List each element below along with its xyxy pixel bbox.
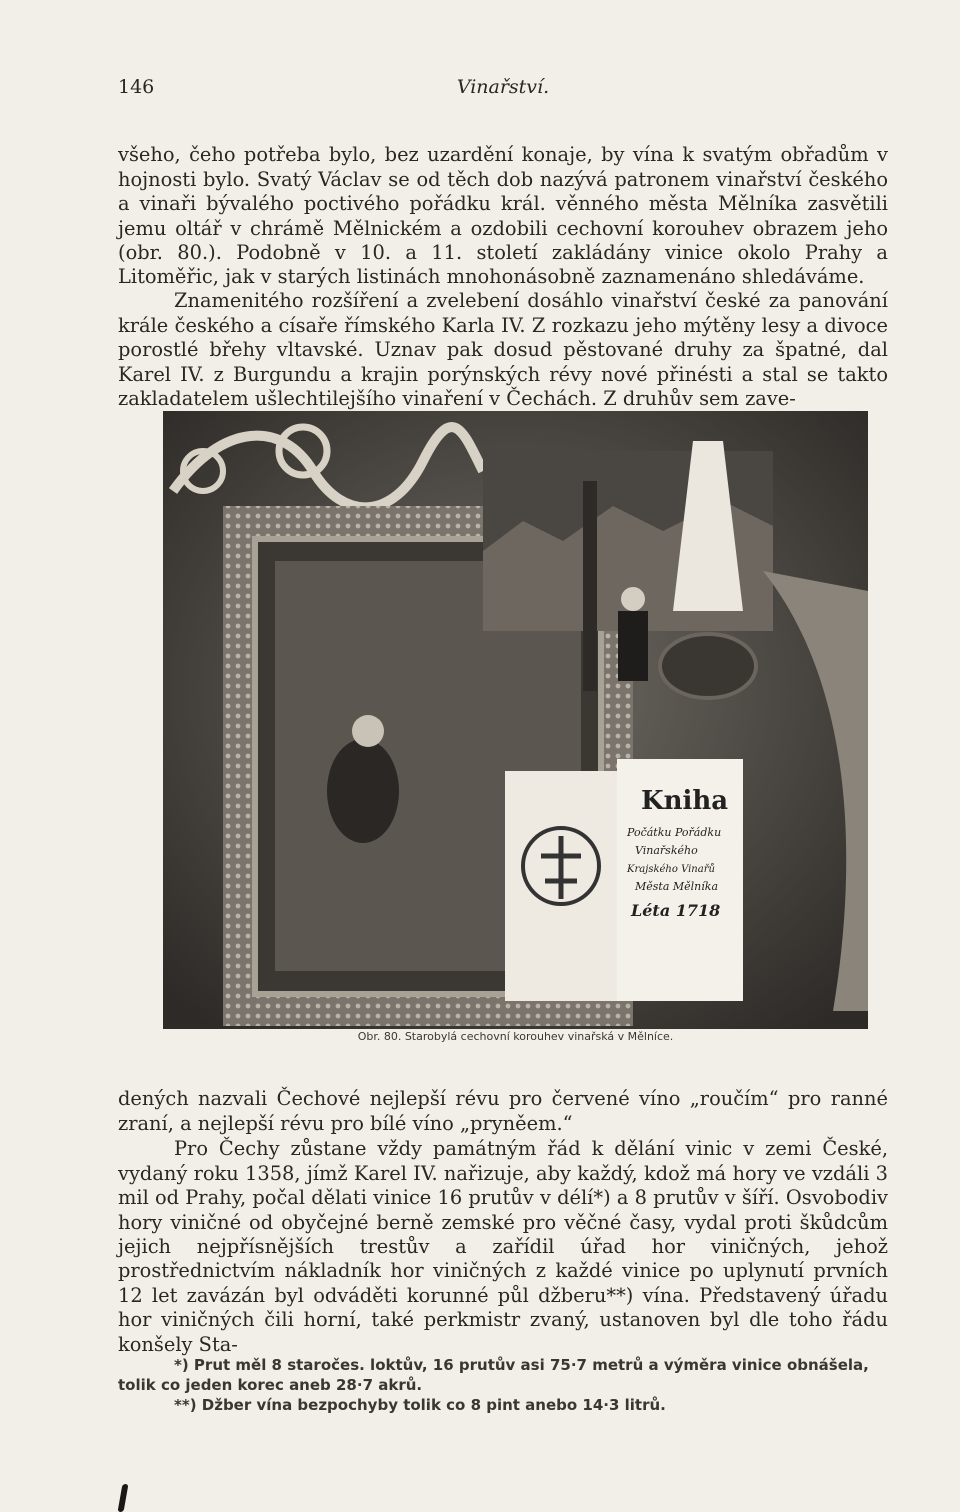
footnote: **) Džber vína bezpochyby tolik co 8 pint anebo 14·3 litrů. [174,1396,666,1414]
running-head [118,76,888,102]
book-year: Léta 1718 [631,901,721,920]
book-title: Kniha [641,786,729,816]
paragraph: dených nazvali Čechové nejlepší révu pro červené víno „roučím“ pro ranné zraní, a nejlepší révu pro bílé víno „pryněem.“ [118,1087,888,1135]
running-title: Vinařství. [456,76,550,98]
book-text-line: Vinařského [635,844,698,857]
book-text-line: Počátku Pořádku [627,826,722,839]
figure-guild-banner [163,411,868,1029]
figure-head [621,587,645,611]
guild-book [505,759,743,1001]
figure-caption: Obr. 80. Starobylá cechovní korouhev vinařská v Mělníce. [357,1030,674,1043]
paragraph: všeho, čeho potřeba bylo, bez uzardění konaje, by vína k svatým obřadům v hojnosti bylo. Svatý Václav se od těch dob nazývá patronem vinařství českého a vinaři bývalého poctivého pořádku král. věnného města Mělníka zasvětili jemu oltář v chrámě Mělnickém a ozdobili cechovní korouhev obrazem jeho (obr. 80.). Podobně v 10. a 11. století zakládány vinice okolo Prahy a Litoměřic, jak v starých listinách mnohonásobně zaznamenáno shledáváme. [118,143,888,289]
footnote: *) Prut měl 8 staročes. loktův, 16 prutův asi 75·7 metrů a výměra vinice obnášela, tolik co jeden korec aneb 28·7 akrů. [118,1356,869,1394]
press-post [583,481,597,691]
banner-illustration [163,411,868,1029]
scan-mark [118,1484,129,1512]
paragraph: Znamenitého rozšíření a zvelebení dosáhlo vinařství české za panování krále českého a císaře římského Karla IV. Z rozkazu jeho mýtěny lesy a divoce porostlé břehy vltavské. Uznav pak dosud pěstované druhy za špatné, dal Karel IV. z Burgundu a krajin porýnských révy nové přinésti a stal se takto zakladatelem ušlechtilejšího vinaření v Čechách. Z druhův sem zave- [118,289,888,411]
page-number: 146 [118,76,155,98]
figure-head [352,715,384,747]
figure-saint [327,739,399,843]
book-text-line: Města Mělníka [635,880,719,893]
figure-worker [618,611,648,681]
book-text-line: Krajského Vinařů [627,864,715,875]
grape-barrel [660,634,756,698]
paragraph: Pro Čechy zůstane vždy památným řád k dělání vinic v zemi České, vydaný roku 1358, jímž Karel IV. nařizuje, aby každý, kdož má hory ve vzdáli 3 mil od Prahy, počal dělati vinice 16 prutův v délí*) a 8 prutův v šíří. Osvobodiv hory viničné od obyčejné berně zemské pro věčné časy, vydal proti škůdcům jejich nejpřísnějších trestův a zařídil úřad hor viničných, jehož prostřednictvím nákladník hor viničných z každé vinice po uplynutí prvních 12 let zavázán byl odváděti korunné půl džberu**) vína. Představený úřadu hor viničných čili horní, také perkmistr zvaný, ustanoven byl dle toho řádu konšely Sta- [118,1137,888,1356]
